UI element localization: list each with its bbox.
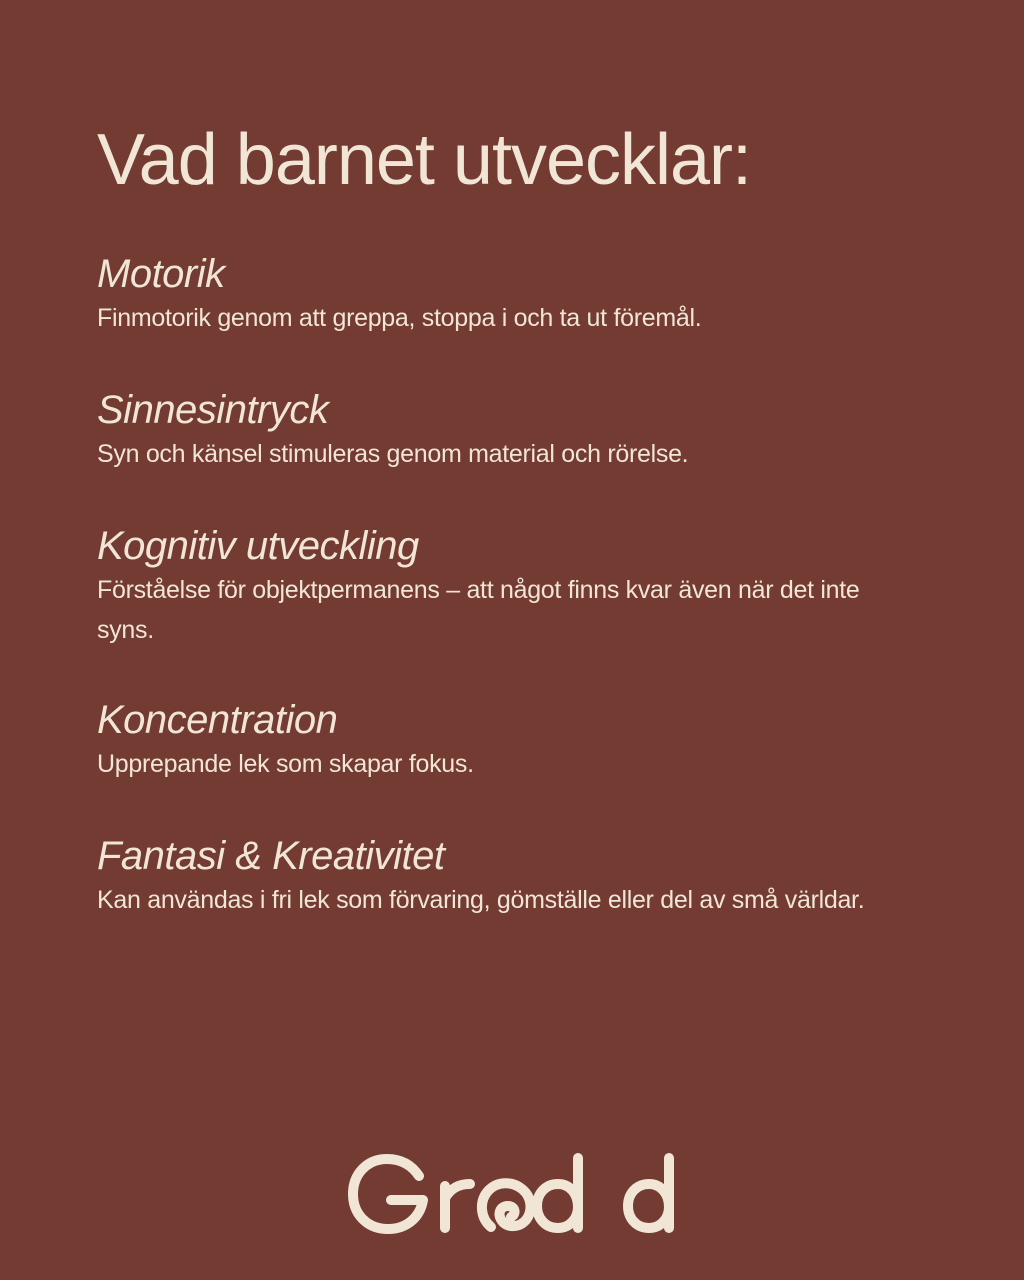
grodd-wordmark-logo <box>348 1152 678 1240</box>
section-motorik <box>97 250 701 338</box>
content <box>97 112 917 914</box>
section-heading: Sinnesintryck <box>97 388 329 432</box>
section-heading: Koncentration <box>97 698 338 742</box>
section-text: Förståelse för objektpermanens – att något finns kvar även när det inte syns. <box>97 576 860 644</box>
section-heading: Motorik <box>97 252 225 296</box>
section-sinnesintryck <box>97 386 688 474</box>
section-fantasi-kreativitet <box>97 832 864 920</box>
section-heading: Kognitiv utveckling <box>97 524 419 568</box>
page-title: Vad barnet utvecklar: <box>97 120 752 200</box>
section-text: Finmotorik genom att greppa, stoppa i och ta ut föremål. <box>97 304 702 332</box>
grodd-logo <box>348 1152 678 1240</box>
section-text: Syn och känsel stimuleras genom material och rörelse. <box>97 440 689 468</box>
section-text: Kan användas i fri lek som förvaring, gömställe eller del av små världar. <box>97 886 865 914</box>
section-koncentration <box>97 696 474 784</box>
section-kognitiv-utveckling <box>97 522 917 650</box>
section-text: Upprepande lek som skapar fokus. <box>97 750 474 778</box>
section-heading: Fantasi & Kreativitet <box>97 834 445 878</box>
